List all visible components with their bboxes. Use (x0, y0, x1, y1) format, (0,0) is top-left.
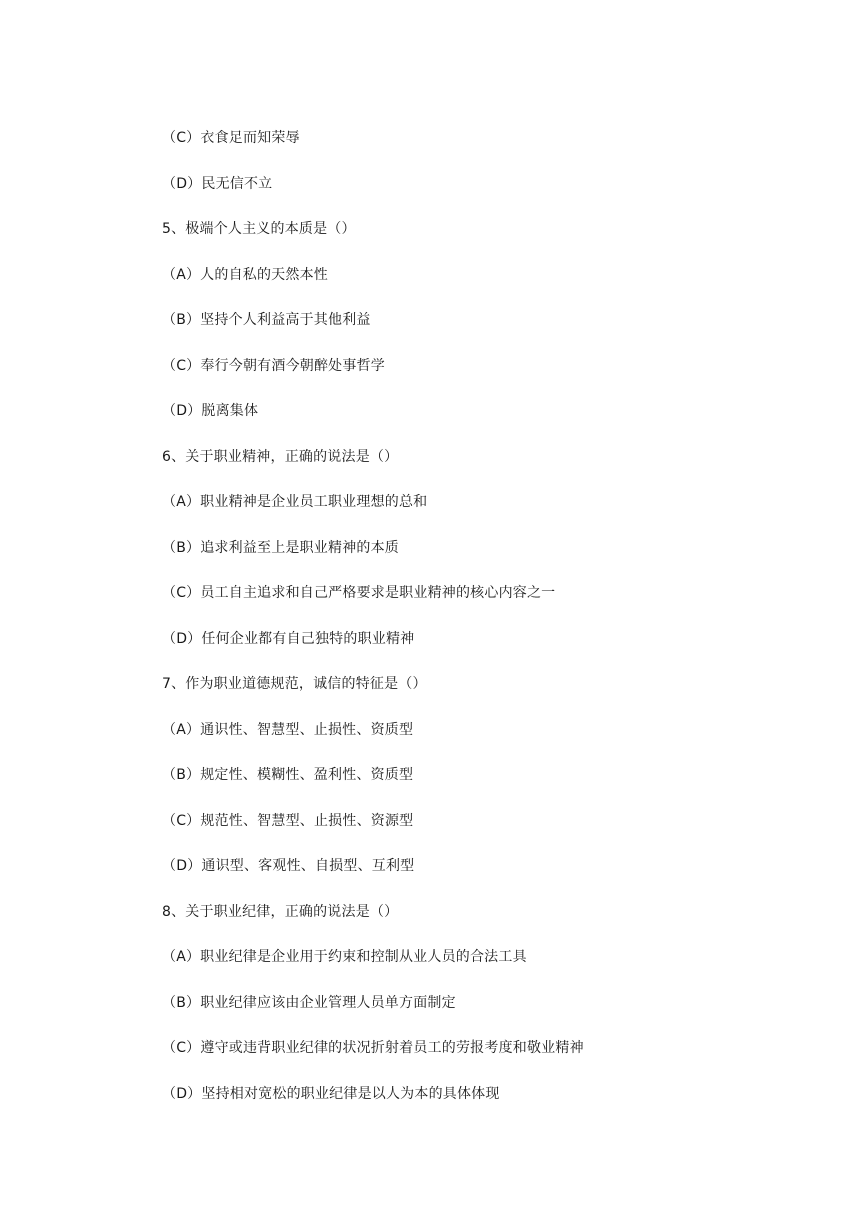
option-line: （A）人的自私的天然本性 (162, 267, 328, 283)
question-line: 6、关于职业精神，正确的说法是（） (162, 449, 399, 465)
option-line: （D）民无信不立 (162, 176, 273, 192)
option-line: （C）规范性、智慧型、止损性、资源型 (162, 813, 414, 829)
option-line: （A）职业纪律是企业用于约束和控制从业人员的合法工具 (162, 949, 527, 965)
option-line: （D）坚持相对宽松的职业纪律是以人为本的具体体现 (162, 1086, 500, 1102)
option-line: （B）坚持个人利益高于其他利益 (162, 312, 371, 328)
option-line: （C）奉行今朝有酒今朝醉处事哲学 (162, 358, 385, 374)
option-line: （B）追求利益至上是职业精神的本质 (162, 540, 400, 556)
option-line: （A）通识性、智慧型、止损性、资质型 (162, 722, 414, 738)
question-line: 8、关于职业纪律，正确的说法是（） (162, 904, 399, 920)
option-line: （D）通识型、客观性、自损型、互利型 (162, 858, 415, 874)
option-line: （D）任何企业都有自己独特的职业精神 (162, 631, 415, 647)
option-line: （C）遵守或违背职业纪律的状况折射着员工的劳报考度和敬业精神 (162, 1040, 584, 1056)
question-line: 7、作为职业道德规范，诚信的特征是（） (162, 676, 427, 692)
option-line: （B）职业纪律应该由企业管理人员单方面制定 (162, 995, 456, 1011)
option-line: （D）脱离集体 (162, 403, 259, 419)
option-line: （A）职业精神是企业员工职业理想的总和 (162, 494, 428, 510)
option-line: （B）规定性、模糊性、盈利性、资质型 (162, 767, 414, 783)
question-line: 5、极端个人主义的本质是（） (162, 221, 356, 237)
option-line: （C）衣食足而知荣辱 (162, 130, 300, 146)
option-line: （C）员工自主追求和自己严格要求是职业精神的核心内容之一 (162, 585, 556, 601)
